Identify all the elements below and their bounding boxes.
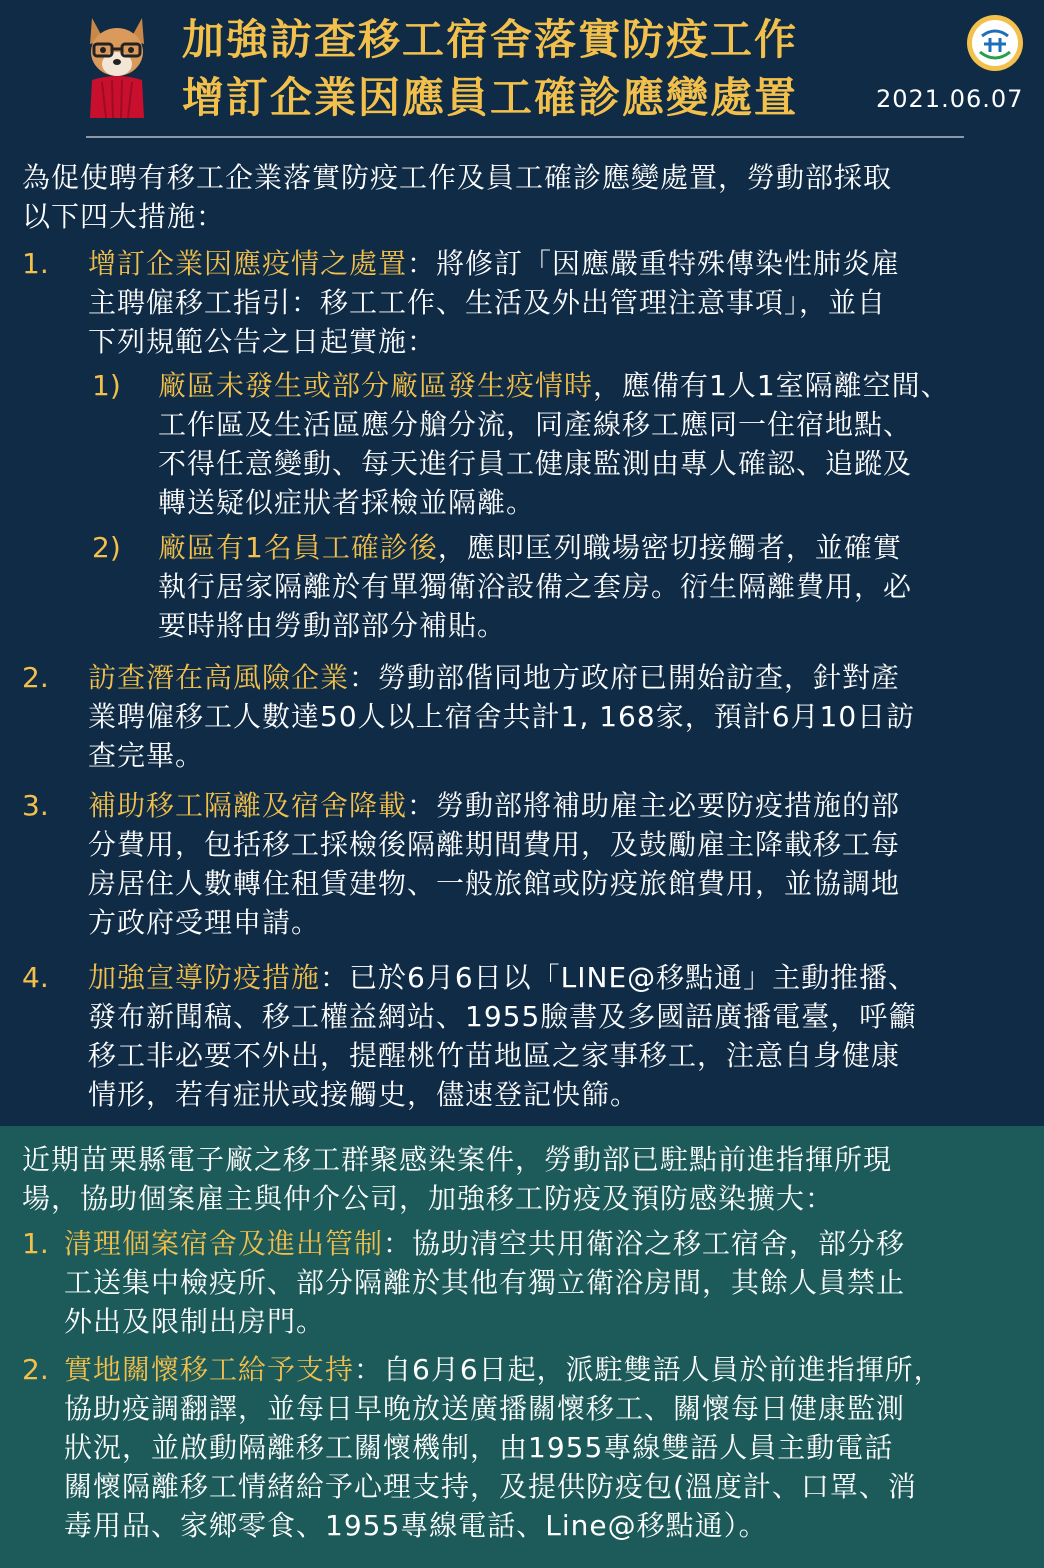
- measure-1-number: 1.: [22, 247, 49, 280]
- measure-3-body: ：勞動部將補助雇主必要防疫措施的部 分費用，包括移工採檢後隔離期間費用，及鼓勵雇主降載移工每 房居住人數轉住租賃建物、一般旅館或防疫旅館費用，並協調地 方政府受理申請。: [88, 789, 901, 939]
- measure-1-sub-2-body: ，應即匡列職場密切接觸者，並確實 執行居家隔離於有單獨衛浴設備之套房。衍生隔離費用，必 要時將由勞動部部分補貼。: [158, 531, 913, 642]
- measure-4-body: ：已於6月6日以「LINE@移點通」主動推播、 發布新聞稿、移工權益網站、1955臉書及多國語廣播電臺，呼籲 移工非必要不外出，提醒桃竹苗地區之家事移工，注意自身健康 情形，若有症狀或接觸史，儘速登記快篩。: [88, 961, 918, 1111]
- measures-intro: 為促使聘有移工企業落實防疫工作及員工確診應變處置，勞動部採取 以下四大措施：: [22, 161, 893, 233]
- measure-4-text: [88, 958, 1028, 1114]
- response-2-body: ：自6月6日起，派駐雙語人員於前進指揮所， 協助疫調翻譯，並每日早晚放送廣播關懷移工、關懷每日健康監測 狀況，並啟動隔離移工關懷機制，由1955專線雙語人員主動電話 關懷隔離移工情緒給予心理支持，及提供防疫包(溫度計、口罩、消 毒用品、家鄉零食、1955專線電話、Line@移點通）。: [64, 1353, 943, 1542]
- ministry-of-labor-seal-icon: [966, 14, 1024, 72]
- measure-1-body: ：將修訂「因應嚴重特殊傳染性肺炎雇 主聘僱移工指引：移工工作、生活及外出管理注意事項」，並自 下列規範公告之日起實施：: [88, 247, 901, 358]
- measure-2-number: 2.: [22, 661, 49, 694]
- measure-1-text: [88, 244, 1028, 361]
- measure-1-sub-1-title: 廠區未發生或部分廠區發生疫情時: [158, 369, 594, 402]
- response-1-text: [64, 1224, 1024, 1341]
- response-2-number: 2.: [22, 1353, 49, 1386]
- measure-3-title: 補助移工隔離及宿舍降載: [88, 789, 408, 822]
- measure-1-sub-1-text: [158, 366, 1038, 522]
- measures-section: [0, 140, 1044, 1126]
- measure-3-text: [88, 786, 1028, 942]
- response-intro: 近期苗栗縣電子廠之移工群聚感染案件，勞動部已駐點前進指揮所現 場，協助個案雇主與仲介公司，加強移工防疫及預防感染擴大：: [22, 1143, 893, 1215]
- publish-date: 2021.06.07: [876, 85, 1024, 113]
- response-2-title: 實地關懷移工給予支持: [64, 1353, 355, 1386]
- response-1-title: 清理個案宿舍及進出管制: [64, 1227, 384, 1260]
- title-line-1: 加強訪查移工宿舍落實防疫工作: [182, 15, 799, 64]
- title-line-2: 增訂企業因應員工確診應變處置: [182, 73, 799, 122]
- measure-1-title: 增訂企業因應疫情之處置: [88, 247, 408, 280]
- measure-4-number: 4.: [22, 961, 49, 994]
- measure-1-sub-2-number: 2): [92, 531, 121, 564]
- measure-1-sub-1-number: 1): [92, 369, 121, 402]
- measure-2-body: ：勞動部偕同地方政府已開始訪查，針對產 業聘僱移工人數達50人以上宿舍共計1, 168家，預計6月10日訪 查完畢。: [88, 661, 916, 772]
- measure-2-text: [88, 658, 1028, 775]
- response-1-body: ：協助清空共用衛浴之移工宿舍，部分移 工送集中檢疫所、部分隔離於其他有獨立衛浴房間，其餘人員禁止 外出及限制出房門。: [64, 1227, 906, 1338]
- response-2-text: [64, 1350, 1034, 1545]
- measure-4-title: 加強宣導防疫措施: [88, 961, 321, 994]
- measure-1-sub-2-text: [158, 528, 1038, 645]
- response-1-number: 1.: [22, 1227, 49, 1260]
- miaoli-response-section: [0, 1126, 1044, 1568]
- shiba-dog-mascot-icon: [82, 10, 152, 118]
- header: [0, 0, 1044, 140]
- measure-3-number: 3.: [22, 789, 49, 822]
- measure-2-title: 訪查潛在高風險企業: [88, 661, 350, 694]
- header-divider: [86, 136, 964, 138]
- measure-1-sub-2-title: 廠區有1名員工確診後: [158, 531, 438, 564]
- measure-1-sub-1-body: ，應備有1人1室隔離空間、 工作區及生活區應分艙分流，同產線移工應同一住宿地點、 不得任意變動、每天進行員工健康監測由專人確認、追蹤及 轉送疑似症狀者採檢並隔離。: [158, 369, 950, 519]
